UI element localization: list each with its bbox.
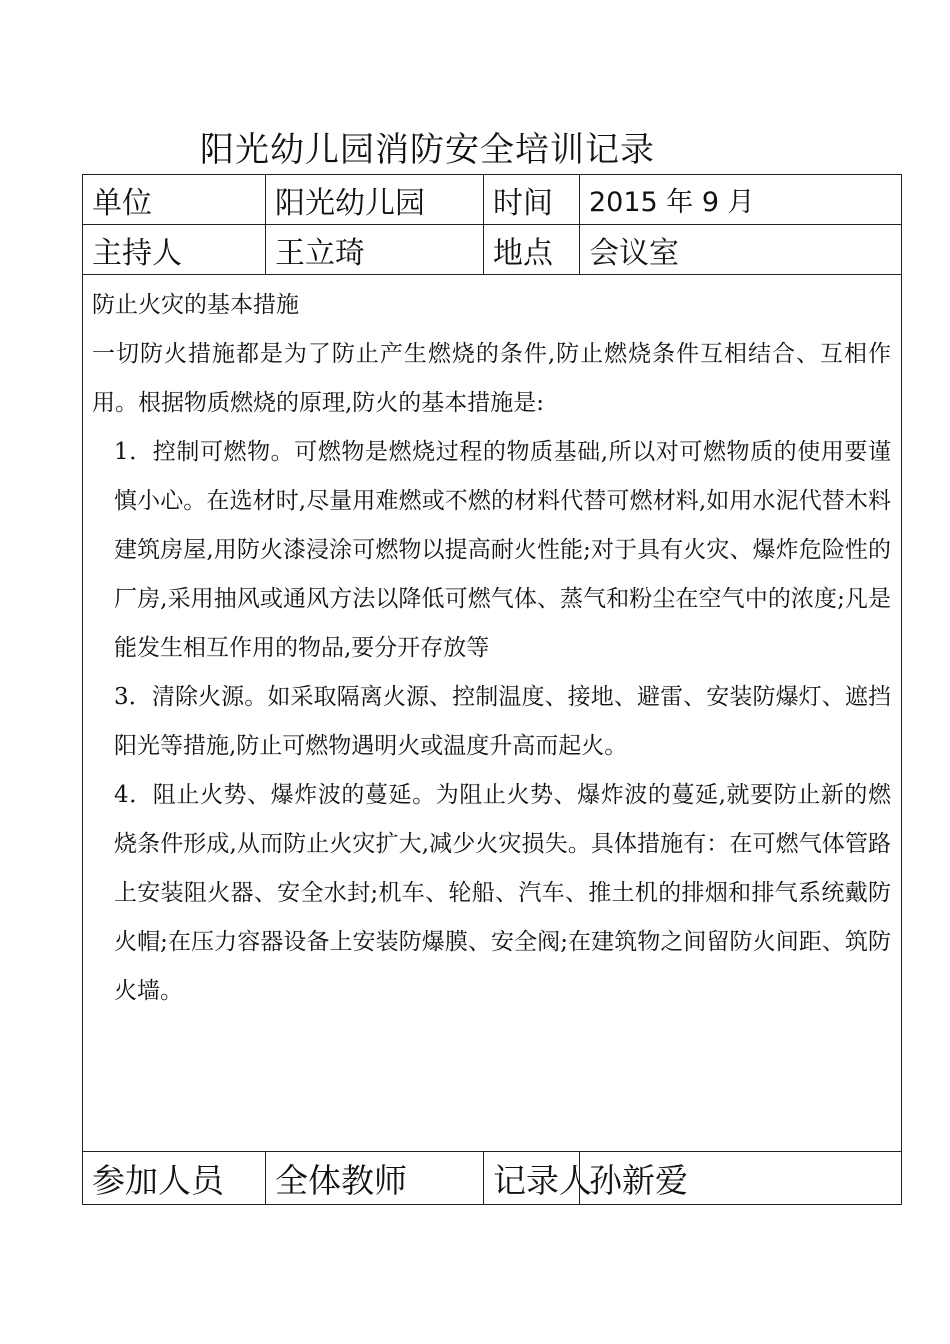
content-paragraph: 4．阻止火势、爆炸波的蔓延。为阻止火势、爆炸波的蔓延,就要防止新的燃烧条件形成,从而防止火灾扩大,减少火灾损失。具体措施有：在可燃气体管路上安装阻火器、安全水封;机车、轮船、汽车、推土机的排烟和排气系统戴防火帽;在压力容器设备上安装防爆膜、安全阀;在建筑物之间留防火间距、筑防火墙。: [114, 782, 891, 1004]
participants-value: 全体教师: [266, 1152, 484, 1205]
recorder-label: 记录人: [484, 1152, 580, 1205]
content-paragraph: 一切防火措施都是为了防止产生燃烧的条件,防止燃烧条件互相结合、互相作用。根据物质燃烧的原理,防火的基本措施是:: [92, 341, 891, 416]
host-label: 主持人: [83, 225, 266, 275]
place-label: 地点: [484, 225, 580, 275]
recorder-value: 孙新爱: [580, 1152, 902, 1205]
time-value: 2015 年 9 月: [580, 175, 902, 225]
footer-row: [83, 1152, 902, 1205]
content-paragraph: 3．清除火源。如采取隔离火源、控制温度、接地、避雷、安装防爆灯、遮挡阳光等措施,防止可燃物遇明火或温度升高而起火。: [114, 684, 891, 759]
unit-value: 阳光幼儿园: [266, 175, 484, 225]
host-value: 王立琦: [266, 225, 484, 275]
header-row-2: [83, 225, 902, 275]
content-heading: 防止火灾的基本措施: [92, 292, 299, 318]
header-row-1: [83, 175, 902, 225]
participants-label: 参加人员: [83, 1152, 266, 1205]
content-row: [83, 275, 902, 1152]
training-record-table: [82, 174, 902, 1205]
content-paragraph: 1．控制可燃物。可燃物是燃烧过程的物质基础,所以对可燃物质的使用要谨慎小心。在选材时,尽量用难燃或不燃的材料代替可燃材料,如用水泥代替木料建筑房屋,用防火漆浸涂可燃物以提高耐火性能;对于具有火灾、爆炸危险性的厂房,采用抽风或通风方法以降低可燃气体、蒸气和粉尘在空气中的浓度;凡是能发生相互作用的物品,要分开存放等: [114, 439, 891, 661]
unit-label: 单位: [83, 175, 266, 225]
place-value: 会议室: [580, 225, 902, 275]
page-title: 阳光幼儿园消防安全培训记录: [200, 130, 655, 170]
time-label: 时间: [484, 175, 580, 225]
content-cell: [83, 275, 902, 1152]
